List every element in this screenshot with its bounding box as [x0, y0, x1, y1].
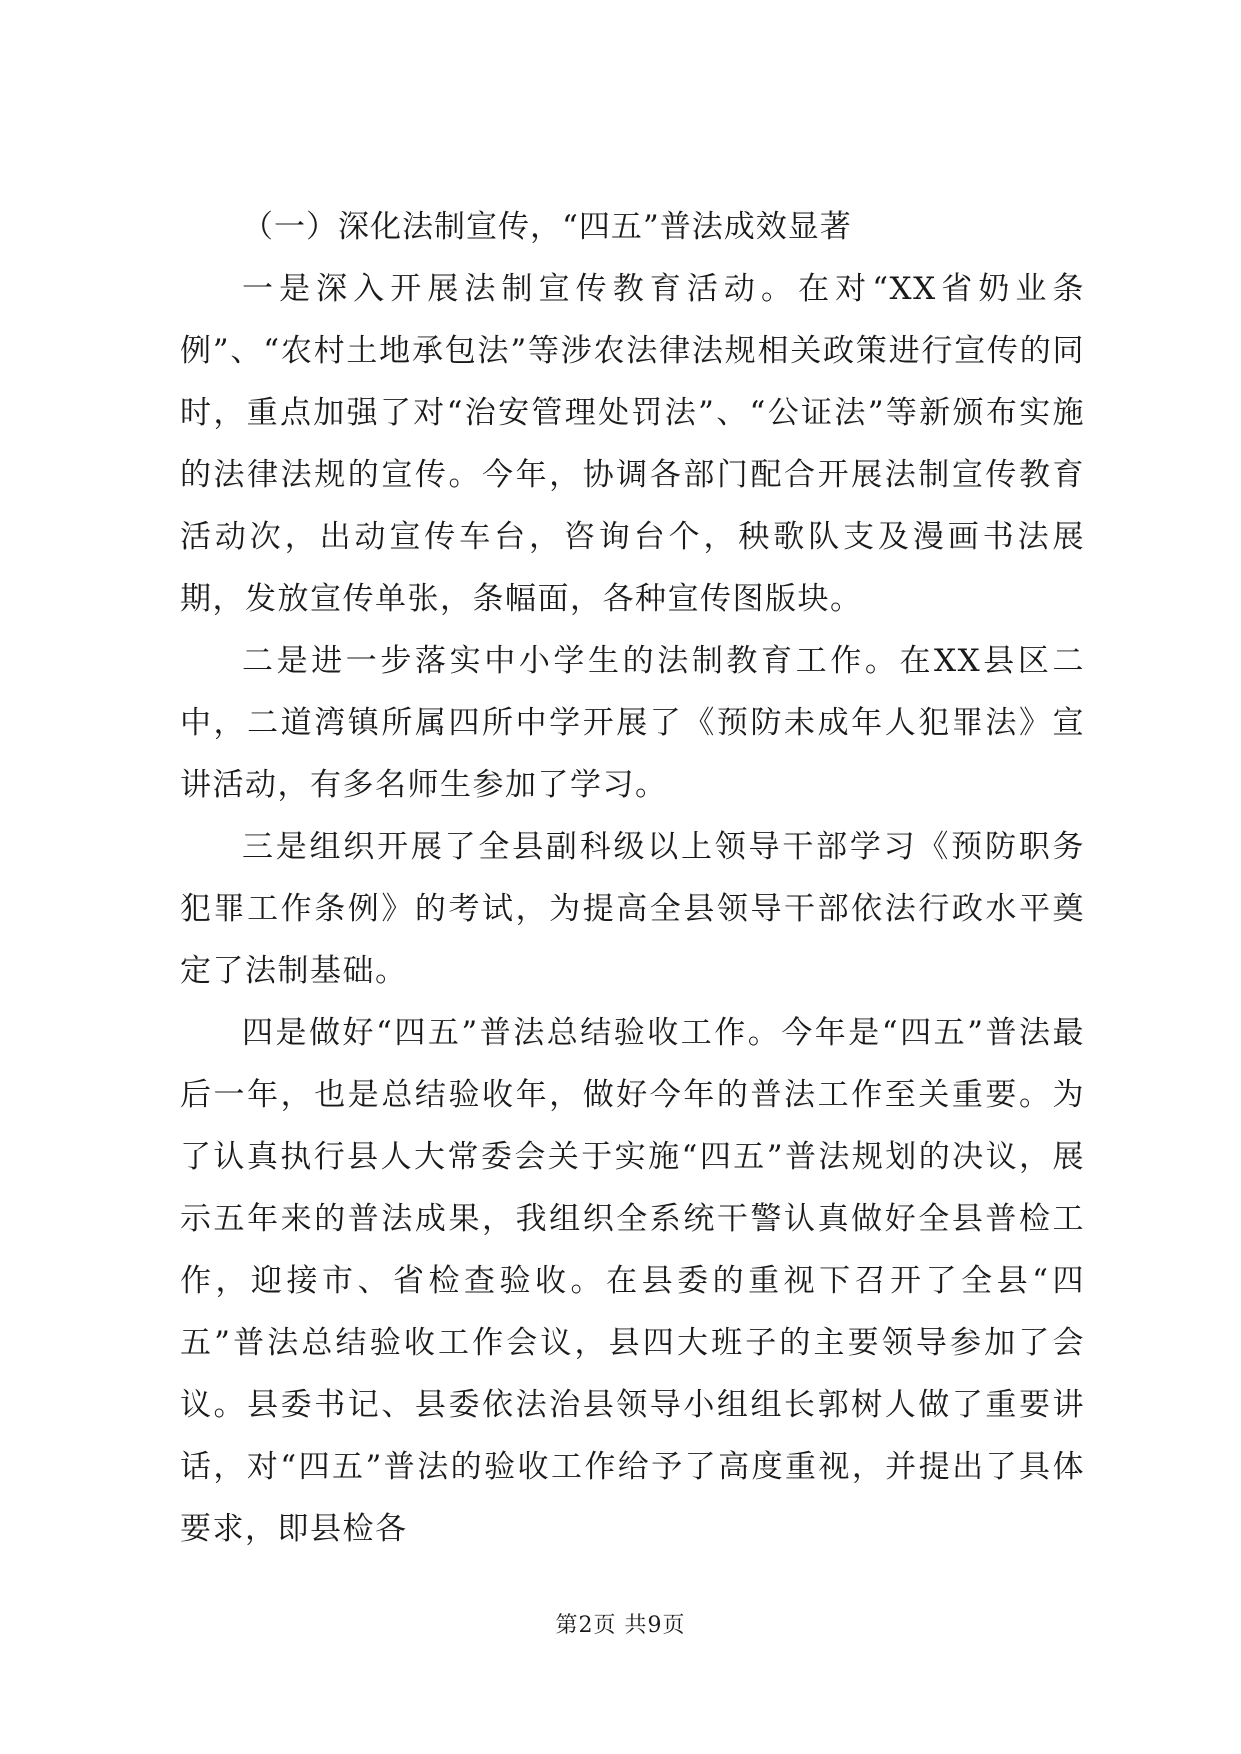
paragraph-3: 三是组织开展了全县副科级以上领导干部学习《预防职务犯罪工作条例》的考试，为提高全县领导干部依法行政水平奠定了法制基础。	[180, 829, 1085, 989]
paragraph-4: 四是做好“四五”普法总结验收工作。今年是“四五”普法最后一年，也是总结验收年，做好今年的普法工作至关重要。为了认真执行县人大常委会关于实施“四五”普法规划的决议，展示五年来的普法成果，我组织全系统干警认真做好全县普检工作，迎接市、省检查验收。在县委的重视下召开了全县“四五”普法总结验收工作会议，县四大班子的主要领导参加了会议。县委书记、县委依法治县领导小组组长郭树人做了重要讲话，对“四五”普法的验收工作给予了高度重视，并提出了具体要求，即县检各	[180, 1015, 1085, 1547]
page-footer: 第2页 共9页	[555, 1613, 686, 1638]
section-heading: （一）深化法制宣传，“四五”普法成效显著	[242, 209, 852, 245]
paragraph-1: 一是深入开展法制宣传教育活动。在对“XX省奶业条例”、“农村土地承包法”等涉农法律法规相关政策进行宣传的同时，重点加强了对“治安管理处罚法”、“公证法”等新颁布实施的法律法规的宣传。今年，协调各部门配合开展法制宣传教育活动次，出动宣传车台，咨询台个，秧歌队支及漫画书法展期，发放宣传单张，条幅面，各种宣传图版块。	[180, 271, 1085, 617]
paragraph-2: 二是进一步落实中小学生的法制教育工作。在XX县区二中，二道湾镇所属四所中学开展了《预防未成年人犯罪法》宣讲活动，有多名师生参加了学习。	[180, 643, 1085, 803]
document-body	[180, 196, 1085, 1560]
